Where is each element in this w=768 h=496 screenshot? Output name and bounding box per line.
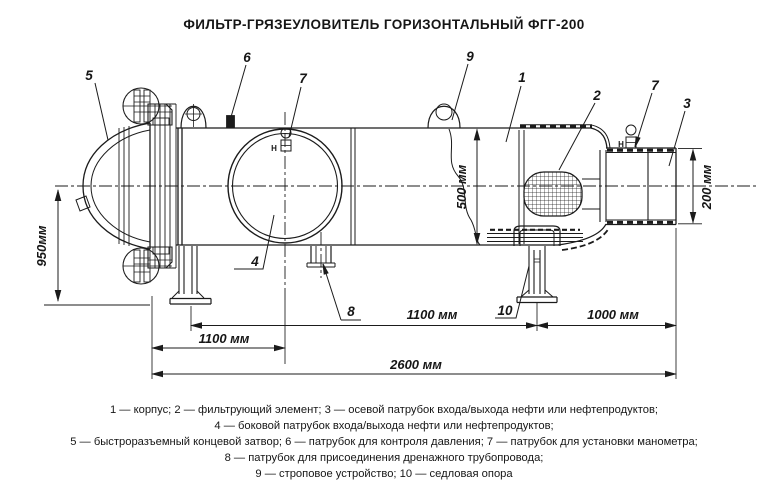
legend-line-5: 9 — строповое устройство; 10 — седловая опора xyxy=(255,468,513,480)
callout-7-gauge-left: 7 xyxy=(299,71,307,86)
breakout-section xyxy=(449,129,606,245)
gauge-mark-right: Н xyxy=(618,140,624,149)
pressure-nozzle xyxy=(227,116,235,129)
dim-nozzle-diameter: 200 мм xyxy=(699,164,714,210)
callout-5-end-closure: 5 xyxy=(85,68,93,83)
callout-4-side-nozzle: 4 xyxy=(251,254,259,269)
callout-1-body: 1 xyxy=(518,70,526,85)
dim-overall-height: 950мм xyxy=(34,225,49,267)
callout-7-gauge-right: 7 xyxy=(651,78,659,93)
legend-line-2: 4 — боковой патрубок входа/выхода нефти или нефтепродуктов; xyxy=(214,420,554,432)
dim-shell-diameter: 500 мм xyxy=(454,164,469,210)
lifting-lugs xyxy=(181,104,460,128)
dim-support-spacing: 1100 мм xyxy=(406,307,458,322)
dim-end-to-side-nozzle: 1100 мм xyxy=(198,331,250,346)
callout-10-saddle: 10 xyxy=(497,303,513,318)
dim-overall-length: 2600 мм xyxy=(390,357,442,372)
legend xyxy=(70,404,698,480)
legend-line-4: 8 — патрубок для присоединения дренажного трубопровода; xyxy=(224,452,544,464)
callout-6-control-nozzle: 6 xyxy=(243,50,251,65)
legend-line-3: 5 — быстроразъемный концевой затвор; 6 — патрубок для контроля давления; 7 — патрубок для установки манометра; xyxy=(70,436,698,448)
legend-line-1: 1 — корпус; 2 — фильтрующий элемент; 3 — осевой патрубок входа/выхода нефти или нефтепродуктов; xyxy=(109,404,659,416)
callout-2-filter-element: 2 xyxy=(593,88,601,103)
drawing-title: ФИЛЬТР-ГРЯЗЕУЛОВИТЕЛЬ ГОРИЗОНТАЛЬНЫЙ ФГГ-200 xyxy=(183,17,585,32)
callout-8-drain-nozzle: 8 xyxy=(347,304,355,319)
filter-element-mesh xyxy=(524,172,582,216)
dim-support-to-end: 1000 мм xyxy=(587,307,639,322)
callout-3-axial-nozzle: 3 xyxy=(683,96,691,111)
callout-9-lifting-lug: 9 xyxy=(466,49,474,64)
gauge-mark-left: Н xyxy=(271,144,277,153)
axial-nozzle xyxy=(606,125,676,225)
